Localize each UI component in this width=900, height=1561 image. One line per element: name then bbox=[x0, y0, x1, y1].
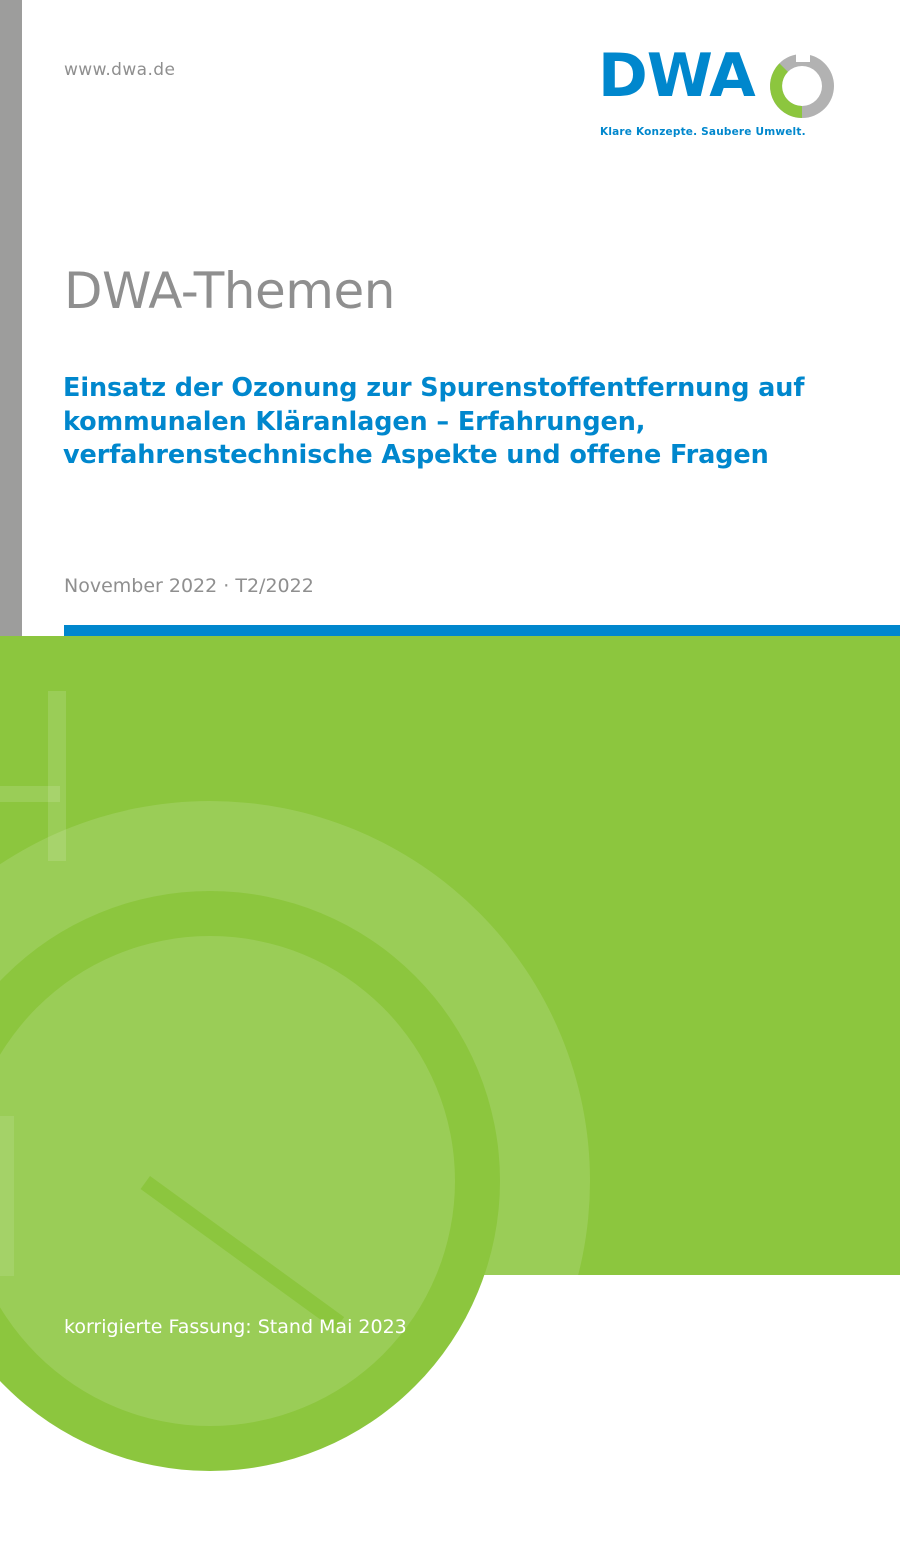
dwa-ring-icon bbox=[766, 50, 838, 122]
revision-note: korrigierte Fassung: Stand Mai 2023 bbox=[64, 1316, 407, 1338]
decor-corner-block bbox=[0, 1116, 14, 1276]
publication-date: November 2022 · T2/2022 bbox=[64, 575, 314, 597]
logo-claim: Klare Konzepte. Saubere Umwelt. bbox=[600, 126, 806, 138]
logo-wordmark: DWA bbox=[598, 41, 755, 111]
series-title: DWA-Themen bbox=[64, 262, 395, 320]
left-margin-bar bbox=[0, 0, 22, 636]
blue-divider-rule bbox=[64, 625, 900, 636]
website-url: www.dwa.de bbox=[64, 60, 176, 80]
page-title: Einsatz der Ozonung zur Spurenstoffentfernung auf kommunalen Kläranlagen – Erfahrungen, verfahrenstechnische Aspekte und offene Fragen bbox=[63, 373, 805, 471]
cover-top-section bbox=[0, 0, 900, 628]
dwa-logo bbox=[598, 41, 838, 146]
decor-bar-vertical bbox=[48, 691, 66, 861]
decor-bar-horizontal bbox=[0, 786, 60, 802]
cover-green-panel bbox=[0, 636, 900, 1338]
